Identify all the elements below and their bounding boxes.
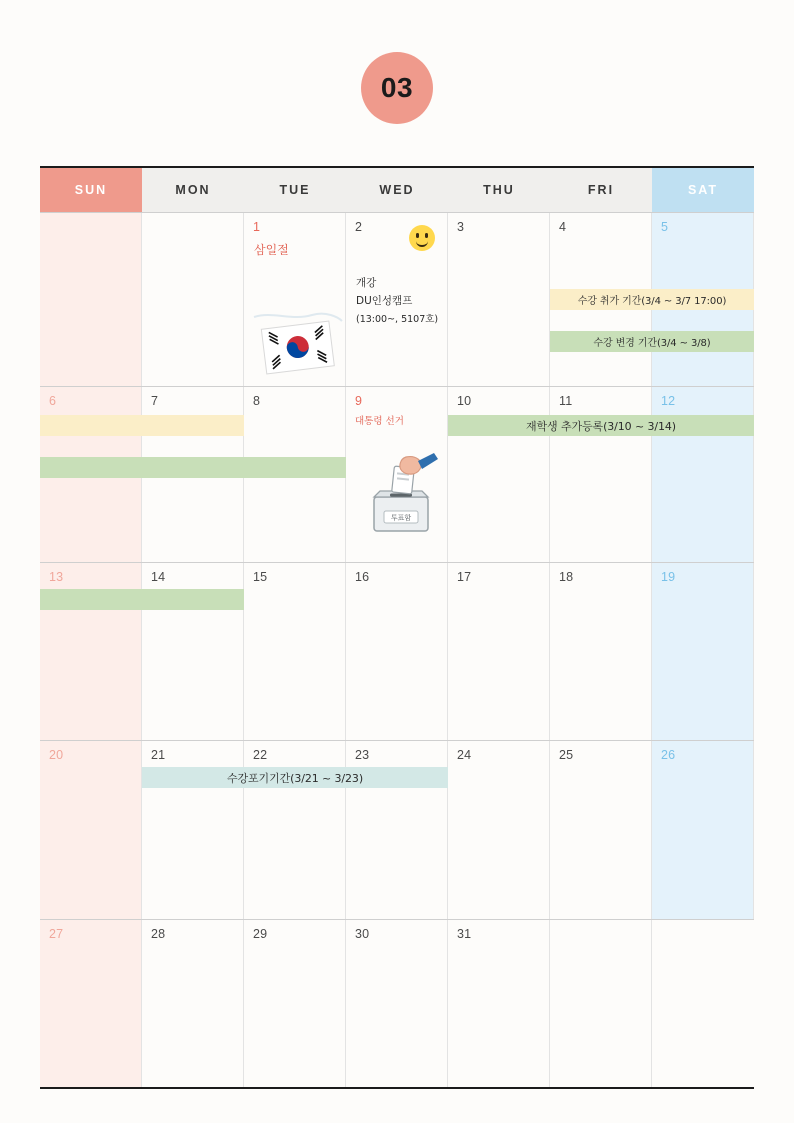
event-bar-add-period-cont[interactable] [40,415,244,436]
day-cell-2[interactable] [346,213,448,386]
note-samiljeol: 삼일절 [254,243,289,257]
week-row-4 [40,741,754,920]
weekday-header-wed: WED [346,168,448,212]
day-number: 18 [559,570,574,584]
day-cell-11[interactable] [550,387,652,562]
day-cell-16[interactable] [346,563,448,740]
korean-flag-sticker [252,311,344,386]
day-number: 3 [457,220,465,234]
day-number: 30 [355,927,370,941]
day-cell-15[interactable] [244,563,346,740]
day-cell-empty-3[interactable] [550,920,652,1087]
event-bar-add-period[interactable]: 수강 취가 기간(3/4 ~ 3/7 17:00) [550,289,754,310]
event-bar-reg-extra[interactable]: 재학생 추가등록(3/10 ~ 3/14) [448,415,754,436]
day-cell-empty-2[interactable] [142,213,244,386]
weekday-header-sat: SAT [652,168,754,212]
week-row-5 [40,920,754,1087]
day-cell-empty-4[interactable] [652,920,754,1087]
day-number: 11 [559,394,573,408]
day-number: 29 [253,927,268,941]
day-number: 19 [661,570,676,584]
day-number: 1 [253,220,261,234]
weekday-header-fri: FRI [550,168,652,212]
day-cell-17[interactable] [448,563,550,740]
day-number: 26 [661,748,676,762]
day-number: 27 [49,927,64,941]
ballot-box-sticker [360,449,440,546]
day-number: 28 [151,927,166,941]
day-cell-empty-1[interactable] [40,213,142,386]
day-cell-20[interactable] [40,741,142,919]
day-cell-3[interactable] [448,213,550,386]
day-number: 9 [355,394,363,408]
day-number: 12 [661,394,676,408]
day-number: 15 [253,570,268,584]
day-number: 4 [559,220,567,234]
day-cell-26[interactable] [652,741,754,919]
month-badge-container [0,52,794,124]
event-bar-drop-period[interactable]: 수강포기기간(3/21 ~ 3/23) [142,767,448,788]
day-number: 2 [355,220,363,234]
day-cell-27[interactable] [40,920,142,1087]
day-cell-24[interactable] [448,741,550,919]
note-election: 대통령 선거 [355,416,404,427]
day-number: 10 [457,394,472,408]
day-number: 6 [49,394,57,408]
day-cell-19[interactable] [652,563,754,740]
event-bar-change-period[interactable]: 수강 변경 기간(3/4 ~ 3/8) [550,331,754,352]
week-row-3 [40,563,754,741]
note-du-camp: DU인성캠프 [356,295,413,307]
month-badge: 03 [361,52,433,124]
day-cell-31[interactable] [448,920,550,1087]
day-number: 22 [253,748,268,762]
smiley-face-icon [409,225,435,251]
event-bar-change-period-cont[interactable] [40,457,346,478]
day-cell-9[interactable] [346,387,448,562]
day-number: 17 [457,570,472,584]
svg-text:투표함: 투표함 [390,514,412,522]
weekday-header-mon: MON [142,168,244,212]
weekday-header-thu: THU [448,168,550,212]
day-cell-18[interactable] [550,563,652,740]
day-number: 8 [253,394,261,408]
day-number: 24 [457,748,472,762]
day-cell-30[interactable] [346,920,448,1087]
day-cell-1[interactable] [244,213,346,386]
note-du-camp-time: (13:00~, 5107호) [356,314,439,325]
day-number: 21 [151,748,166,762]
day-cell-28[interactable] [142,920,244,1087]
day-cell-25[interactable] [550,741,652,919]
week-row-1 [40,213,754,387]
day-number: 16 [355,570,370,584]
note-gaegang: 개강 [356,277,377,289]
day-number: 25 [559,748,574,762]
day-number: 31 [457,927,472,941]
weekday-header-sun: SUN [40,168,142,212]
day-cell-12[interactable] [652,387,754,562]
day-cell-29[interactable] [244,920,346,1087]
day-number: 23 [355,748,370,762]
week-row-2 [40,387,754,563]
day-cell-10[interactable] [448,387,550,562]
day-number: 14 [151,570,166,584]
weekday-header-tue: TUE [244,168,346,212]
day-number: 13 [49,570,64,584]
day-number: 20 [49,748,64,762]
day-number: 5 [661,220,669,234]
weekday-header-row [40,168,754,213]
event-bar-reg-extra-cont[interactable] [40,589,244,610]
day-number: 7 [151,394,159,408]
calendar [40,166,754,1089]
